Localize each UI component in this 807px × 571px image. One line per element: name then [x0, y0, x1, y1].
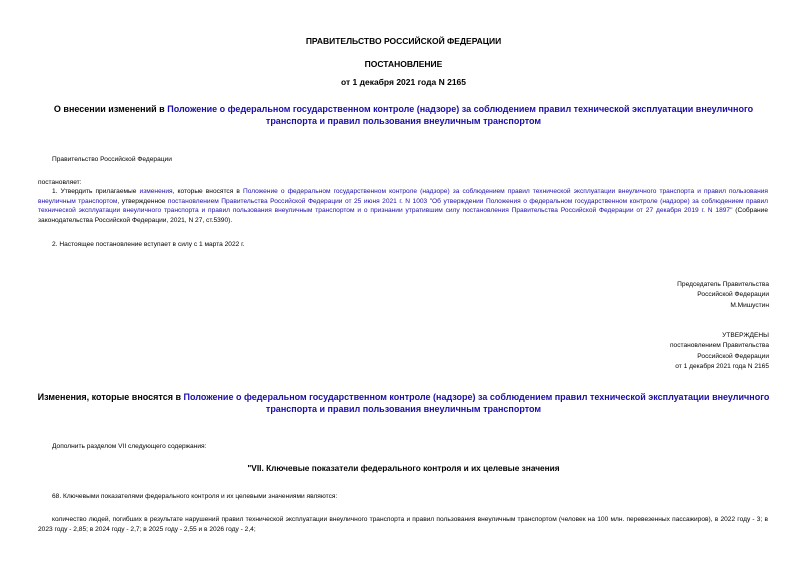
government-heading: ПРАВИТЕЛЬСТВО РОССИЙСКОЙ ФЕДЕРАЦИИ	[305, 36, 502, 46]
item-2-paragraph: 2. Настоящее постановление вступает в силу с 1 марта 2022 г.	[52, 241, 245, 248]
title-regulation-link[interactable]: Положение о федеральном государственном контроле (надзоре) за соблюдением правил технической эксплуатации внеуличного транспорта и правил пользования внеуличным транспортом	[167, 104, 754, 126]
signature-position: Председатель Правительства	[677, 281, 769, 288]
decides-text: постановляет:	[38, 179, 82, 186]
section-vii-title: "VII. Ключевые показатели федерального контроля и их целевые значения	[247, 463, 560, 473]
document-title	[50, 103, 757, 127]
resolution-1003-link[interactable]: постановлением Правительства Российской Федерации от 25 июня 2021 г. N 1003 "Об утверждении Положения о федеральном государственном контроле (надзоре) за соблюдением правил технической эксплуатации внеуличного транспорта и правил пользования внеуличным транспортом и о признании утратившим силу постановления Правительства Российской Федерации от 27 декабря 2019 г. N 1897"	[38, 197, 768, 215]
signature-block	[560, 280, 769, 311]
indicator-paragraph: количество людей, погибших в результате нарушений правил технической эксплуатации внеуличного транспорта и правил пользования внеуличным транспортом (человек на 100 млн. перевезенных пассажиров), в 2022 году - 3; в 2023 году - 2,85; в 2024 году - 2,7; в 2025 году - 2,55 и в 2026 году - 2,4;	[38, 516, 768, 533]
approval-by: постановлением Правительства	[669, 342, 769, 350]
intro-text: Правительство Российской Федерации	[52, 156, 172, 163]
changes-title-link[interactable]: Положение о федеральном государственном контроле (надзоре) за соблюдением правил технической эксплуатации внеуличного транспорта и правил пользования внеуличным транспортом	[183, 392, 770, 414]
changes-title	[30, 391, 777, 415]
changes-intro: Дополнить разделом VII следующего содержания:	[52, 443, 207, 450]
changes-link[interactable]: изменения	[139, 188, 173, 195]
signature-name: М.Мишустин	[730, 301, 769, 309]
changes-title-prefix: Изменения, которые вносятся в	[37, 392, 184, 402]
item-1-paragraph: 1. Утвердить прилагаемые изменения, которые вносятся в Положение о федеральном государственном контроле (надзоре) за соблюдением правил технической эксплуатации внеуличного транспорта и правил пользования внеуличным транспортом, утвержденное постановлением Правительства Российской Федерации от 25 июня 2021 г. N 1003 "Об утверждении Положения о федеральном государственном контроле (надзоре) за соблюдением правил технической эксплуатации внеуличного транспорта и правил пользования внеуличным транспортом и о признании утратившим силу постановления Правительства Российской Федерации от 27 декабря 2019 г. N 1897" (Собрание законодательства Российской Федерации, 2021, N 27, ст.5390).	[38, 188, 769, 224]
document-type: ПОСТАНОВЛЕНИЕ	[364, 59, 443, 69]
signature-country: Российской Федерации	[697, 291, 769, 299]
approval-block	[560, 331, 769, 373]
approval-country: Российской Федерации	[697, 352, 769, 360]
item-68-paragraph: 68. Ключевыми показателями федерального контроля и их целевыми значениями являются:	[52, 493, 338, 500]
approval-date: от 1 декабря 2021 года N 2165	[675, 363, 769, 371]
approval-label: УТВЕРЖДЕНЫ	[722, 332, 769, 339]
document-date-number: от 1 декабря 2021 года N 2165	[340, 77, 467, 87]
regulation-link[interactable]: Положение о федеральном государственном контроле (надзоре) за соблюдением правил технической эксплуатации внеуличного транспорта и правил пользования внеуличным транспортом	[38, 188, 768, 205]
title-prefix: О внесении изменений в	[53, 104, 168, 114]
